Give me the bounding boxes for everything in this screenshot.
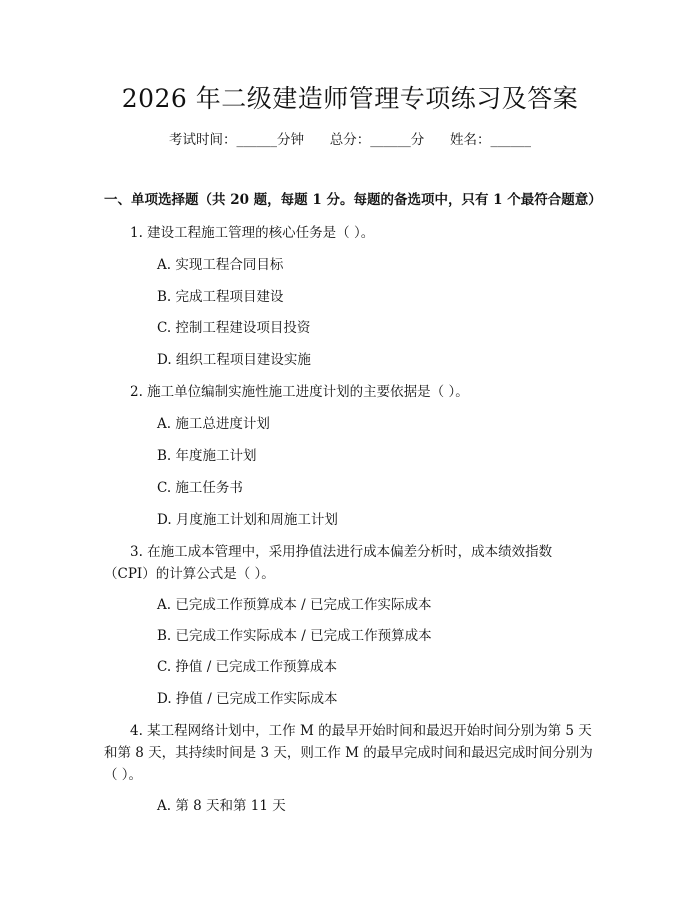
question-2-option-d: D. 月度施工计划和周施工计划 — [157, 512, 338, 528]
question-3-text: 3. 在施工成本管理中，采用挣值法进行成本偏差分析时，成本绩效指数 — [130, 544, 553, 560]
question-4-text-continued-2: （ ）。 — [104, 767, 143, 783]
exam-info-line: 考试时间：______分钟 总分：______分 姓名：______ — [169, 132, 531, 148]
question-2-option-a: A. 施工总进度计划 — [157, 416, 270, 432]
question-1-option-a: A. 实现工程合同目标 — [157, 257, 284, 273]
question-2-option-c: C. 施工任务书 — [157, 480, 243, 496]
question-3-option-b: B. 已完成工作实际成本 / 已完成工作预算成本 — [157, 628, 432, 644]
question-4-text: 4. 某工程网络计划中，工作 M 的最早开始时间和最迟开始时间分别为第 5 天 — [130, 723, 592, 739]
question-4-text-continued-1: 和第 8 天，其持续时间是 3 天，则工作 M 的最早完成时间和最迟完成时间分别为 — [104, 745, 593, 761]
question-4-option-a: A. 第 8 天和第 11 天 — [157, 798, 286, 814]
question-1-option-d: D. 组织工程项目建设实施 — [157, 352, 311, 368]
question-3-text-continued: （CPI）的计算公式是（ ）。 — [104, 566, 275, 582]
question-1-option-c: C. 控制工程建设项目投资 — [157, 320, 311, 336]
question-2-text: 2. 施工单位编制实施性施工进度计划的主要依据是（ ）。 — [130, 384, 469, 400]
question-1-text: 1. 建设工程施工管理的核心任务是（ ）。 — [130, 225, 375, 241]
question-3-option-a: A. 已完成工作预算成本 / 已完成工作实际成本 — [157, 597, 432, 613]
question-3-option-d: D. 挣值 / 已完成工作实际成本 — [157, 691, 338, 707]
question-2-option-b: B. 年度施工计划 — [157, 448, 257, 464]
question-1-option-b: B. 完成工程项目建设 — [157, 289, 284, 305]
question-3-option-c: C. 挣值 / 已完成工作预算成本 — [157, 659, 338, 675]
section-heading: 一、单项选择题（共 20 题，每题 1 分。每题的备选项中，只有 1 个最符合题意） — [104, 192, 602, 208]
document-title: 2026 年二级建造师管理专项练习及答案 — [121, 84, 579, 113]
